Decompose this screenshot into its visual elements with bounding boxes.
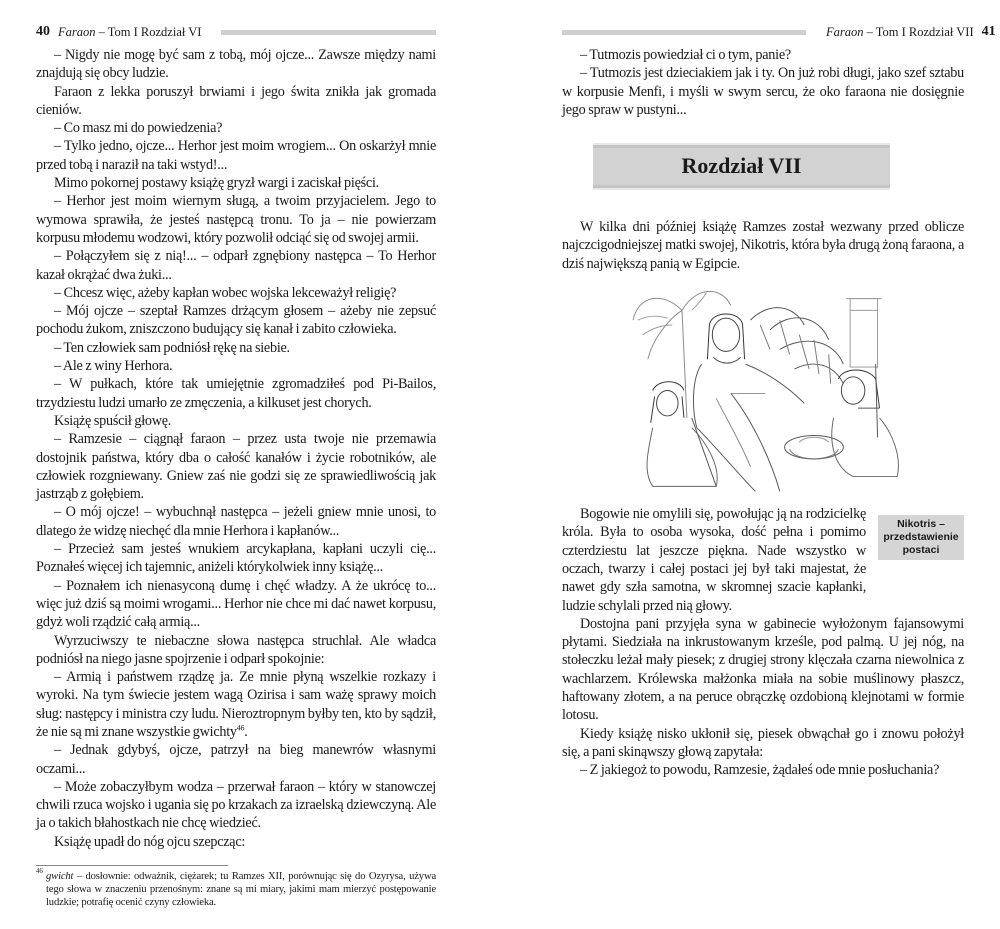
paragraph-with-margin-note [562, 505, 964, 615]
paragraph: – Mój ojcze – szeptał Ramzes drżącym głosem – ażeby nie zepsuć pochodu żukom, zniszczono budujący się kanał i zabito człowieka. [36, 303, 436, 338]
harpist-head [841, 377, 864, 404]
paragraph: Książę upadł do nóg ojcu szepcząc: [54, 833, 246, 850]
paragraph: – Poznałem ich nienasyconą dumę i chęć władzy. A że ukrócę to... więc już dziś są moimi wrogami... Herhor nie chce mi dać nawet korpusu, gdyż woli rządzić całą armią... [36, 577, 436, 631]
running-head [562, 22, 996, 42]
paragraph: Bogowie nie omylili się, powołując ją na rodzicielkę króla. Była to osoba wysoka, dość pełna i pomimo czterdziestu lat jeszcze piękna. Nade wszystko w oczach, twarzy i całej postaci jej był taki majestat, że nawet gdy szła samotna, w skromnej szacie kapłanki, ludzie schylali przed nią głowy. [562, 506, 866, 614]
harpist-body [832, 418, 899, 477]
footnote-reference[interactable]: 46 [236, 723, 245, 733]
footnote-number: 46 [36, 867, 43, 876]
paragraph-end: . [244, 723, 248, 740]
paragraph: Faraon z lekka poruszył brwiami i jego świta znikła jak gromada cieniów. [36, 83, 436, 118]
paragraph: – Tutmozis jest dzieciakiem jak i ty. On już robi długi, jako szef sztabu w korpusie Menfi, i myśli w swym sercu, że oko faraona nie dosięgnie jego spraw w pustyni... [562, 65, 964, 118]
basket-rim [790, 449, 839, 459]
footnote [36, 867, 436, 909]
page-number: 40 [36, 24, 50, 39]
paragraph: – Co masz mi do powiedzenia? [54, 120, 223, 137]
paragraph: – Tutmozis powiedział ci o tym, panie? [580, 47, 791, 63]
paragraph: Książę spuścił głowę. [54, 412, 172, 429]
chapter-title: Rozdział VII [681, 153, 802, 179]
fan-pole [692, 418, 716, 486]
paragraph: – Chcesz więc, ażeby kapłan wobec wojska lekceważył religię? [54, 284, 397, 301]
queen-head [712, 318, 739, 351]
book-title: Faraon [826, 24, 864, 39]
footnote-text: – dosłownie: odważnik, ciężarek; tu Ramzes XII, porównując się do Ozyrysa, używa tego słowa w znaczeniu przenośnym: znane są mi miary, jakimi mam mierzyć postępowanie ludzkie; potrafię ocenić czyny człowieka. [46, 871, 436, 909]
paragraph: W kilka dni później książę Ramzes został wezwany przed oblicze najczcigodniejszej matki swojej, Nikotris, która była drugą żoną faraona, a dziś największą panią w Egipcie. [562, 219, 964, 272]
body-text [36, 46, 436, 851]
dog [799, 437, 828, 442]
servant-wig [651, 382, 684, 423]
chapter-ref: – Tom I Rozdział VII [863, 24, 974, 39]
paragraph: – Ten człowiek sam podniósł rękę na siebie. [54, 339, 290, 356]
paragraph: – Tylko jedno, ojcze... Herhor jest moim wrogiem... On oskarżył mnie przed tobą i naraził na taki wstyd!... [36, 138, 436, 173]
column [850, 299, 877, 367]
paragraph [36, 668, 436, 741]
paragraph: – Może zobaczyłbym wodza – przerwał faraon – który w stanowczej chwili rzuca wojsko i ugania się po krzakach za izraelską dziewczyną. Ale ja o takich błahostkach nie chcę wiedzieć. [36, 778, 436, 832]
queen-wig [707, 314, 744, 359]
paragraph: – Nigdy nie mogę być sam z tobą, mój ojcze... Zawsze między nami znajdują się obcy ludzie. [36, 47, 436, 82]
chapter-intro [562, 218, 964, 273]
chapter-heading-box [593, 143, 890, 190]
paragraph: Kiedy książę nisko ukłonił się, piesek obwąchał go i znowu położył się, a pani skinąwszy głową zapytała: [562, 725, 964, 760]
paragraph: – Herhor jest moim wiernym sługą, a twoim przyjacielem. Jego to wymowa sprawiła, że jesteś następcą tronu. To ja – nie powierzam korpusu młodemu wodzowi, który pozwolił odciąć się od swojej armii. [36, 193, 436, 246]
body-text [562, 615, 964, 780]
right-page [500, 0, 1000, 800]
servant-body [647, 428, 717, 487]
palm-frond-detail [638, 293, 706, 335]
paragraph: – Przecież sam jesteś wnukiem arcykapłana, kapłani uczyli cię... Poznałeś więcej ich tajemnic, aniżeli którykolwiek inny książę... [36, 541, 436, 576]
paragraph: – O mój ojcze! – wybuchnął następca – jeżeli gniew mnie unosi, to dlatego że widzę niechęć dla mnie Herhora i kapłanów... [36, 504, 436, 539]
footnote-term: gwicht [46, 871, 74, 883]
margin-note: Nikotris – przedstawienie postaci [878, 515, 964, 560]
running-title [58, 25, 201, 40]
footnote-divider [36, 865, 228, 866]
queen-robe [693, 364, 804, 491]
servant-head [657, 391, 679, 416]
paragraph: – Ale z winy Herhora. [54, 358, 173, 375]
header-rule [562, 30, 806, 35]
paragraph: Dostojna pani przyjęła syna w gabinecie wyłożonym fajansowymi płytami. Siedziała na inkrustowanym krześle, pod palmą. U jej nóg, na stołeczku leżał mały piesek; z drugiej strony klęczała czarna niewolnica z wachlarzem. Królewska małżonka miała na sobie muślinowy płaszcz, haftowany złotem, a na peruce obrączkę ozdobioną klejnotami w formie lotosu. [562, 615, 964, 724]
body-text-narrow [562, 505, 866, 615]
body-text-top [562, 46, 964, 119]
book-title: Faraon [58, 24, 96, 39]
paragraph: – Z jakiegoż to powodu, Ramzesie, żądałeś ode mnie posłuchania? [580, 762, 940, 779]
queen-robe-folds [716, 394, 765, 467]
header-rule [221, 30, 436, 35]
chapter-ref: – Tom I Rozdział VI [95, 24, 202, 39]
running-title [826, 25, 974, 40]
running-head [36, 22, 436, 42]
dog-basket [785, 436, 844, 459]
paragraph: – W pułkach, które tak umiejętnie zgromadziłeś pod Pi-Bailos, trzydziestu ludzi umarło ze zmęczenia, a kilkuset jest chorych. [36, 376, 436, 411]
column-capital [846, 299, 881, 311]
illustration-image [620, 281, 920, 501]
paragraph: Mimo pokornej postawy książę gryzł wargi i zaciskał pięści. [54, 175, 379, 192]
queen-collar [713, 357, 740, 363]
paragraph: – Połączyłem się z nią!... – odparł zgnębiony następca – To Herhor kazał okrążać dwa żuki... [36, 248, 436, 283]
paragraph-text: – Armią i państwem rządzę ja. Ze mnie płyną wszelkie rozkazy i wyroki. Na tym świecie jestem wagą Ozirisa i sam ważę sprawy moich sług: następcy i ministra czy ludu. Nieroztropnym byłby ten, kto by sądził, że nie są mi znane wszystkie gwichty [36, 669, 436, 740]
illustration-sketch [633, 291, 898, 491]
page-number: 41 [981, 24, 996, 39]
paragraph: Wyrzuciwszy te niebaczne słowa następca struchlał. Ale władca podniósł na niego jasne spojrzenie i odparł spokojnie: [36, 632, 436, 667]
paragraph: – Jednak gdybyś, ojcze, patrzył na bieg manewrów własnymi oczami... [36, 742, 436, 777]
paragraph: – Ramzesie – ciągnął faraon – przez usta twoje nie przemawia dostojnik państwa, który dba o całość kanałów i życie robotników, ale człowiek rozgniewany. Gniew zaś nie godzi się ze sprawiedliwością jak jastrząb z gołębiem. [36, 431, 436, 503]
